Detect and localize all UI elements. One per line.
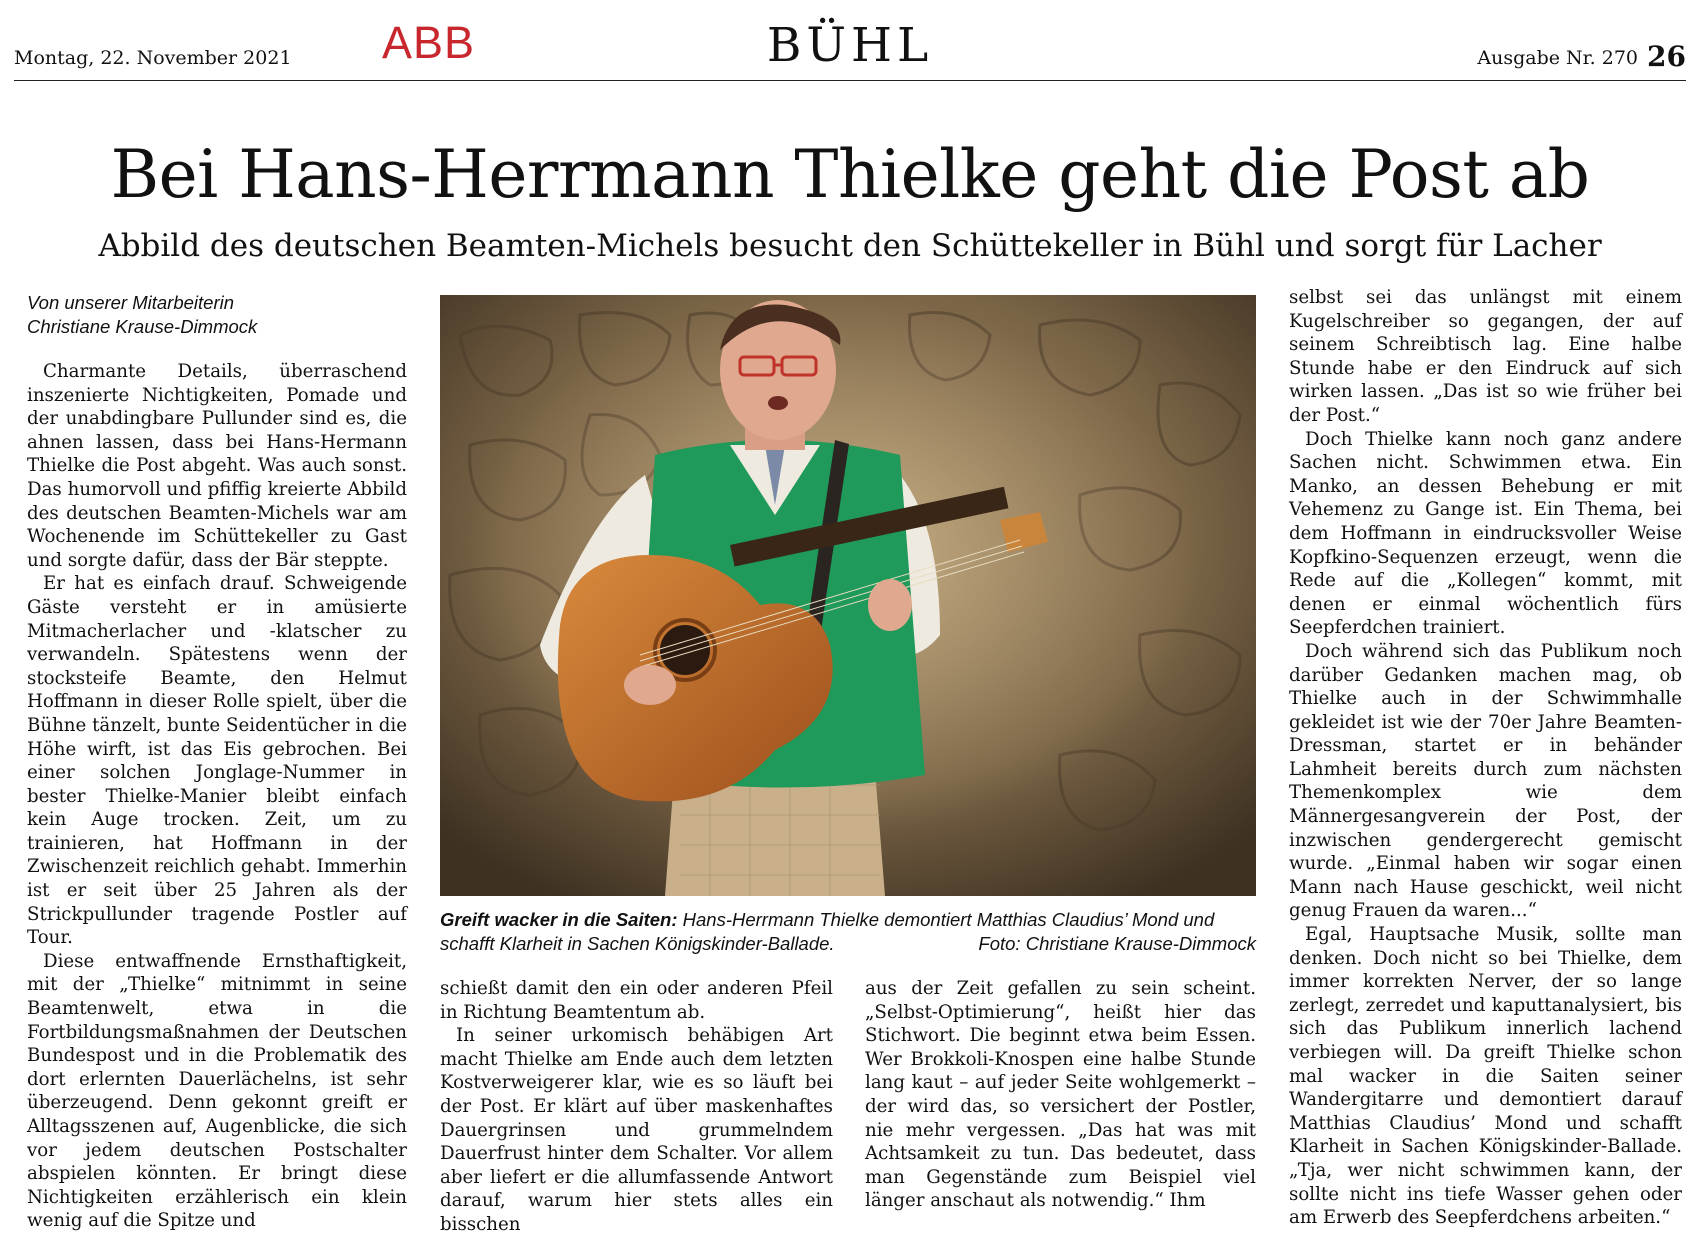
paragraph: schießt damit den ein oder anderen Pfeil in Richtung Beamtentum ab. bbox=[440, 978, 833, 1023]
paragraph: Doch während sich das Publikum noch darüber Gedanken machen mag, ob Thielke auch in der Schwimmhalle gekleidet ist wie der 70er Jahre Beamten-Dressman, startet er in behänder Lahmheit bereits durch zum nächsten Themenkomplex wie dem Männergesangverein der Post, der inzwischen gendergerecht gemischt wurde. „Einmal haben wir sogar einen Mann nach Hause geschickt, weil nicht genug Frauen da waren...“ bbox=[1289, 640, 1682, 922]
article-headline: Bei Hans-Herrmann Thielke geht die Post ab bbox=[110, 136, 1590, 213]
paragraph: In seiner urkomisch behäbigen Art macht Thielke am Ende auch dem letzten Kostverweigerer klar, wie es so läuft bei der Post. Er klärt auf über maskenhaftes Dauergrinsen und grummelndem Dauerfrust hinter dem Schalter. Vor allem aber liefert er die allumfassende Antwort darauf, warum hier stets alles ein bisschen bbox=[440, 1025, 833, 1235]
byline bbox=[27, 291, 407, 339]
paragraph: Doch Thielke kann noch ganz andere Sachen nicht. Schwimmen etwa. Ein Manko, an dessen Behebung er mit Vehemenz zu Gange ist. Ein Thema, bei dem Hoffmann in eindrucksvoller Weise Kopfkino-Sequenzen erzeugt, wenn die Rede auf die „Kollegen“ kommt, mit denen er einmal wöchentlich fürs Seepferdchen trainiert. bbox=[1289, 428, 1682, 639]
article-column-1 bbox=[27, 360, 407, 1233]
article-column-4 bbox=[1289, 286, 1682, 1230]
article-column-2 bbox=[440, 977, 833, 1237]
caption-text: Hans-Herrmann Thielke demontiert Matthias Claudius’ Mond und schafft Klarheit in Sachen Königskinder-Ballade. bbox=[440, 909, 1215, 954]
article-photo bbox=[440, 295, 1256, 896]
article-subheadline: Abbild des deutschen Beamten-Michels besucht den Schüttekeller in Bühl und sorgt für Lacher bbox=[98, 228, 1602, 264]
paragraph: Er hat es einfach drauf. Schweigende Gäste versteht er in amüsierte Mitmacherlacher und -klatscher zu verwandeln. Spätestens wenn der stocksteife Beamte, den Helmut Hoffmann in dieser Rolle spielt, über die Bühne tänzelt, bunte Seidentücher in die Höhe wirft, ist das Eis gebrochen. Bei einer solchen Jonglage-Nummer in bester Thielke-Manier bleibt einfach kein Auge trocken. Zeit, um zu trainieren, hat Hoffmann in der Zwischenzeit reichlich gehabt. Immerhin ist er seit über 25 Jahren als der Strickpullunder tragende Postler auf Tour. bbox=[27, 573, 407, 949]
paragraph: Charmante Details, überraschend inszenierte Nichtigkeiten, Pomade und der unabdingbare Pullunder sind es, die ahnen lassen, dass bei Hans-Hermann Thielke die Post abgeht. Was auch sonst. Das humorvoll und pfiffig kreierte Abbild des deutschen Beamten-Michels war am Wochenende im Schüttekeller zu Gast und sorgte dafür, dass der Bär steppte. bbox=[27, 361, 407, 571]
photo-caption bbox=[440, 908, 1256, 956]
section-title: BÜHL bbox=[766, 18, 934, 73]
publisher-logo: ABB bbox=[382, 17, 476, 68]
article-column-3 bbox=[865, 977, 1256, 1213]
paragraph: aus der Zeit gefallen zu sein scheint. „Selbst-Optimierung“, heißt hier das Stichwort. Die beginnt etwa beim Essen. Wer Brokkoli-Knospen eine halbe Stunde lang kaut – auf jeder Seite wohlgemerkt – der wird das, so versichert der Postler, nie mehr vergessen. „Das hat was mit Achtsamkeit zu tun. Das bedeutet, dass man Gegenstände zum Beispiel viel länger anschaut als notwendig.“ Ihm bbox=[865, 978, 1256, 1212]
photo-credit: Foto: Christiane Krause-Dimmock bbox=[978, 933, 1256, 954]
paragraph: selbst sei das unlängst mit einem Kugelschreiber so gegangen, der auf seinem Schreibtisch lag. Eine halbe Stunde habe er den Eindruck auf sich wirken lassen. „Das ist so wie früher bei der Post.“ bbox=[1289, 287, 1682, 426]
paragraph: Diese entwaffnende Ernsthaftigkeit, mit der „Thielke“ mitnimmt in seine Beamtenwelt, etwa in die Fortbildungsmaßnahmen der Deutschen Bundespost und in die Problematik des dort erlernten Dauerlächelns, ist sehr überzeugend. Denn gekonnt greift er Alltagsszenen auf, Augenblicke, die sich vor jedem deutschen Postschalter abspielen könnten. Er bringt diese Nichtigkeiten erzählerisch ein klein wenig auf die Spitze und bbox=[27, 950, 407, 1232]
masthead bbox=[14, 0, 1686, 81]
paragraph: Egal, Hauptsache Musik, sollte man denken. Doch nicht so bei Thielke, dem immer korrekten Nerver, der so lange zerlegt, zerredet und kaputtanalysiert, bis sich das Publikum innerlich lachend verbiegen will. Da greift Thielke schon mal wacker in die Saiten seiner Wandergitarre und demontiert darauf Matthias Claudius’ Mond und schafft Klarheit in Sachen Königskinder-Ballade. „Tja, wer nicht schwimmen kann, der sollte nicht ins tiefe Wasser gehen oder am Erwerb des Seepferdchens arbeiten.“ bbox=[1289, 924, 1682, 1229]
byline-role: Von unserer Mitarbeiterin bbox=[27, 292, 235, 313]
issue-number: Ausgabe Nr. 270 bbox=[1477, 47, 1638, 69]
byline-author: Christiane Krause-Dimmock bbox=[27, 316, 258, 337]
performer-photo-illustration bbox=[440, 295, 1256, 896]
caption-lead: Greift wacker in die Saiten: bbox=[440, 909, 678, 930]
page-number: 26 bbox=[1647, 40, 1686, 73]
issue-date: Montag, 22. November 2021 bbox=[14, 47, 292, 69]
